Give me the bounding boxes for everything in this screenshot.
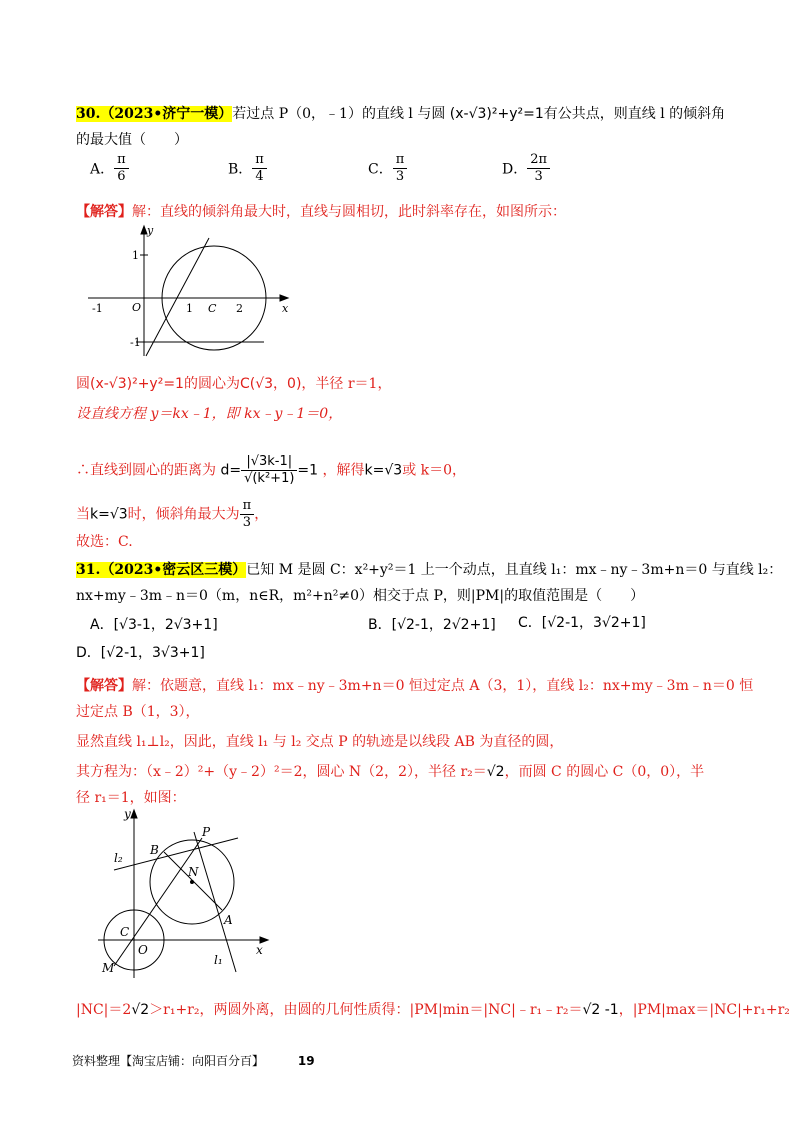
q31-fig-m: M [102,961,115,975]
footer-text: 资料整理【淘宝店铺：向阳百分百】 [72,1054,265,1068]
q30-fig-yneg1: -1 [130,336,141,349]
q31-fig-a: A [224,913,233,927]
footer [72,1052,315,1069]
q30-answer-intro: 【解答】解：直线的倾斜角最大时，直线与圆相切，此时斜率存在，如图所示： [76,204,566,220]
q30-number: 30. [76,106,101,122]
q31-fig-c: C [120,925,130,939]
q31-answer-line3: 显然直线 l₁⊥l₂，因此，直线 l₁ 与 l₂ 交点 P 的轨迹是以线段 AB 为直径的圆， [76,734,564,750]
q30-fig-y: y [147,224,154,237]
page-number: 19 [297,1054,315,1068]
q31-answer-line4: 其方程为：（x﹣2）²+（y﹣2）²＝2，圆心 N（2，2），半径 r₂＝√2，而圆 C 的圆心 C（0，0），半 [76,764,705,780]
q31-fig-n: N [188,865,199,879]
q30-sol-line3: ∴直线到圆心的距离为 d= $\frac{|√3k-1|}{\text{√(k²+1)}}$ =1 ，解得k=√3或 k＝0， [76,454,467,486]
q30-fig-o: O [132,301,142,314]
q31-option-b[interactable]: B．[√2-1，2√2+1] [368,617,496,633]
q30-source: （2023•济宁一模） [100,106,233,122]
q30-circle-eq: (x-√3)²+y²=1 [449,106,544,122]
q31-source: （2023•密云区三模） [100,562,247,578]
q30-option-d[interactable]: D． $\frac{2\pi}{3}$ [502,152,550,185]
q31-fig-l2: l₂ [114,851,123,865]
q30-option-a[interactable]: A． $\frac{\pi}{6}$ [90,152,129,185]
q31-fig-y: y [124,807,131,821]
q30-figure [84,222,294,360]
q30-sol-line5: 故选：C. [76,534,133,550]
q31-figure [96,806,276,982]
q30-fig-x: x [282,302,289,315]
q31-answer-line6: |NC|＝2√2＞r₁+r₂，两圆外离，由圆的几何性质得：|PM|min＝|NC|﹣r₁﹣r₂＝√2 -1，|PM|max＝|NC|+r₁+r₂ [76,1002,790,1018]
q30-stem-line2: 的最大值（ ） [76,132,188,148]
q30-stem-line1 [76,104,740,124]
q30-stem-b: 有公共点，则直线 l 的倾斜角 [543,106,726,122]
q31-answer-line2: 过定点 B（1，3）， [76,704,200,720]
q30-stem-a: 若过点 P（0，﹣1）的直线 l 与圆 [232,106,446,122]
q31-number: 31. [76,562,101,578]
q31-fig-b: B [150,843,159,857]
q31-fig-l1: l₁ [214,953,223,967]
q30-sol-line4: 当k=√3时，倾斜角最大为 $\frac{\pi}{3}$ ， [76,498,269,530]
q31-stem-a: 已知 M 是圆 C：x²+y²＝1 上一个动点，且直线 l₁：mx﹣ny﹣3m+n＝0 与直线 l₂： [246,562,783,578]
q30-option-b[interactable]: B． $\frac{\pi}{4}$ [228,152,267,185]
q30-distance-formula: d= $\frac{|√3k-1|}{\text{√(k²+1)}}$ =1 [220,454,319,486]
q31-fig-p: P [202,825,211,839]
q30-fig-c: C [208,302,217,315]
q30-sol-line2: 设直线方程 y＝kx﹣1，即 kx﹣y﹣1＝0， [76,406,343,422]
q31-fig-x: x [256,943,263,957]
q30-option-c[interactable]: C． $\frac{\pi}{3}$ [368,152,407,185]
q31-fig-o: O [138,943,148,957]
q31-answer-line5: 径 r₁＝1，如图： [76,790,186,806]
q31-stem-line1 [76,560,783,580]
q31-option-a[interactable]: A．[√3-1，2√3+1] [90,617,218,633]
q30-fig-y1: 1 [132,249,139,262]
q30-sol-line1: 圆(x-√3)²+y²=1的圆心为C(√3，0)，半径 r＝1， [76,376,392,392]
q30-fig-two: 2 [236,302,243,315]
q31-answer-line1: 【解答】解：依题意，直线 l₁：mx﹣ny﹣3m+n＝0 恒过定点 A（3，1），直线 l₂：nx+my﹣3m﹣n＝0 恒 [76,678,754,694]
q31-stem-line2: nx+my﹣3m﹣n＝0（m，n∈R，m²+n²≠0）相交于点 P，则|PM|的取值范围是（ ） [76,588,645,604]
q30-fig-one: 1 [186,302,193,315]
q31-fig-n-dot [190,880,194,884]
q31-option-d[interactable]: D．[√2-1，3√3+1] [76,645,205,661]
q31-option-c[interactable]: C．[√2-1，3√2+1] [518,615,646,631]
q30-fig-neg1: -1 [92,302,103,315]
